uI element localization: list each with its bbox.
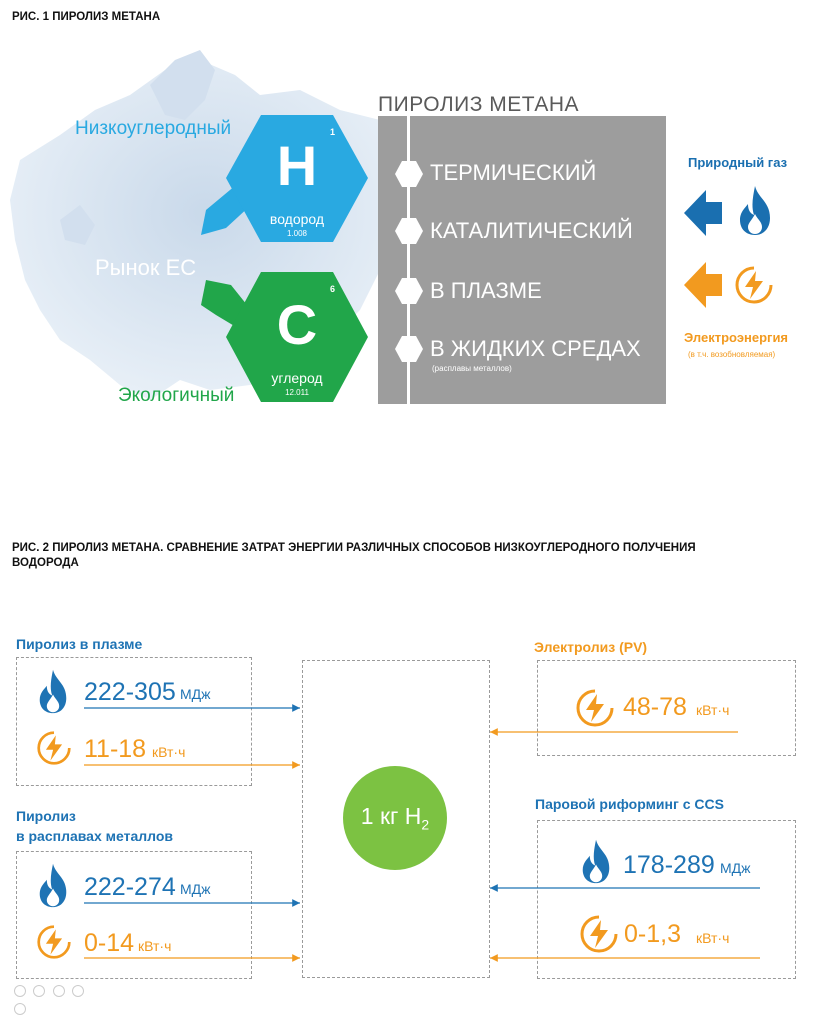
license-icon — [14, 1003, 26, 1015]
plasma-gas-value: 222-305 — [84, 678, 176, 706]
hydrogen-mass: 1.008 — [286, 229, 308, 238]
fig2-caption-line2: ВОДОРОДА — [12, 557, 79, 569]
fig1-caption: РИС. 1 ПИРОЛИЗ МЕТАНА — [12, 11, 161, 23]
carbon-mass: 12.011 — [285, 388, 309, 397]
license-icon — [33, 985, 45, 997]
steam-elec-unit: кВт·ч — [696, 930, 730, 946]
electrolysis-title: Электролиз (PV) — [534, 639, 648, 655]
license-icon — [53, 985, 65, 997]
plasma-gas-unit: МДж — [180, 686, 211, 702]
center-label-sub: 2 — [421, 816, 430, 833]
fig2-caption-line1: РИС. 2 ПИРОЛИЗ МЕТАНА. СРАВНЕНИЕ ЗАТРАТ ЭНЕРГИИ РАЗЛИЧНЫХ СПОСОБОВ НИЗКОУГЛЕРОДНОГО ПОЛУЧЕНИЯ — [12, 542, 696, 554]
license-icon — [14, 985, 26, 997]
hydrogen-name: водород — [269, 211, 325, 227]
method-liquid: В ЖИДКИХ СРЕДАХ — [430, 336, 641, 361]
electricity-note: (в т.ч. возобновляемая) — [688, 350, 776, 359]
plasma-elec-unit: кВт·ч — [152, 744, 186, 760]
hydrogen-number: 1 — [330, 127, 336, 137]
eu-market-label: Рынок ЕС — [95, 255, 197, 280]
pyrolysis-panel-title: ПИРОЛИЗ МЕТАНА — [378, 93, 580, 116]
molten-elec-unit: кВт·ч — [138, 938, 172, 954]
molten-elec-value: 0-14 — [84, 929, 135, 957]
molten-gas-unit: МДж — [180, 881, 211, 897]
molten-title-line1: Пиролиз — [16, 808, 76, 824]
molten-title-line2: в расплавах металлов — [16, 828, 174, 844]
electricity-label: Электроэнергия — [684, 330, 789, 345]
steam-gas-unit: МДж — [720, 860, 751, 876]
method-plasma: В ПЛАЗМЕ — [430, 278, 542, 303]
plasma-elec-value: 11-18 — [84, 735, 147, 763]
carbon-number: 6 — [330, 284, 336, 294]
center-label-text: 1 кг H — [360, 803, 422, 829]
method-catalytic: КАТАЛИТИЧЕСКИЙ — [430, 218, 633, 243]
electrolysis-elec-value: 48-78 — [623, 693, 687, 721]
natural-gas-label: Природный газ — [688, 155, 788, 170]
method-liquid-note: (расплавы металлов) — [432, 364, 512, 373]
hydrogen-symbol: H — [276, 134, 318, 197]
steam-title: Паровой риформинг с CCS — [535, 796, 724, 812]
carbon-name: углерод — [271, 370, 323, 386]
steam-gas-value: 178-289 — [623, 851, 715, 879]
steam-elec-value: 0-1,3 — [624, 920, 681, 948]
molten-gas-value: 222-274 — [84, 873, 176, 901]
license-icon — [72, 985, 84, 997]
license-icons — [14, 984, 94, 998]
method-thermal: ТЕРМИЧЕСКИЙ — [430, 160, 597, 185]
carbon-symbol: C — [276, 293, 318, 356]
low-carbon-label: Низкоуглеродный — [75, 118, 232, 139]
electrolysis-elec-unit: кВт·ч — [696, 702, 730, 718]
ecological-label: Экологичный — [118, 385, 235, 406]
plasma-title: Пиролиз в плазме — [16, 636, 143, 652]
